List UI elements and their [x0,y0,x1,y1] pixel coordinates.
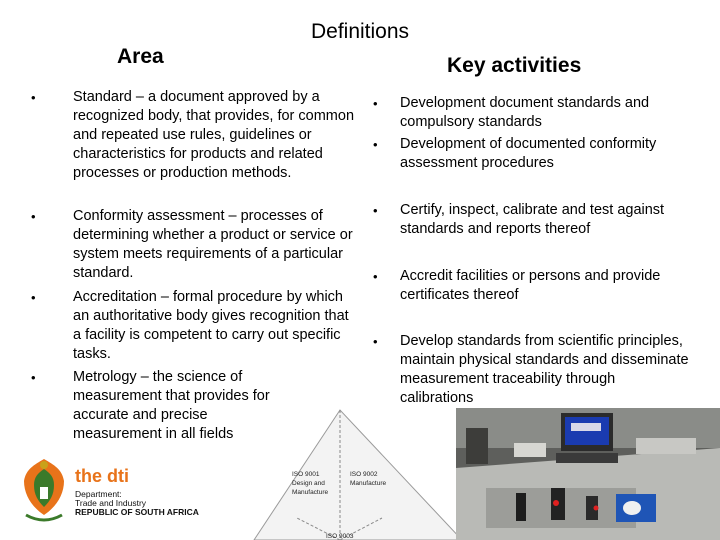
activity-item: Develop standards from scientific principles, maintain physical standards and disseminate measurement traceability through calibrations [400,333,689,406]
bullet-marker: • [373,203,378,218]
bullet-marker: • [373,269,378,284]
dti-line2: Trade and Industry [75,498,147,508]
coat-of-arms-icon [16,455,72,525]
iso-triangle-diagram [252,408,462,540]
dti-line1: Department: [75,489,122,499]
iso9002-sub: Manufacture [350,480,387,487]
area-item: Accreditation – formal procedure by which an authoritative body gives recognition that a facility is competent to carry out specific tasks. [73,289,349,362]
area-item: Conformity assessment – processes of determining whether a product or service or system meets requirements of a particular standard. [73,208,353,281]
bullet-marker: • [373,137,378,152]
iso9003-label: ISO 9003 [326,533,354,540]
dti-line3: REPUBLIC OF SOUTH AFRICA [75,507,199,517]
activity-item: Development of documented conformity assessment procedures [400,136,657,171]
area-heading: Area [117,45,164,68]
key-activities-heading: Key activities [447,54,582,77]
bullet-marker: • [31,290,36,305]
activity-item: Certify, inspect, calibrate and test against standards and reports thereof [400,202,665,237]
iso9002-label: ISO 9002 [350,471,378,478]
activity-item: Accredit facilities or persons and provide certificates thereof [400,268,661,303]
activity-item: Development document standards and compulsory standards [400,95,650,130]
area-item: Standard – a document approved by a recognized body, that provides, for common and repeated use rules, guidelines or characteristics for products and related processes or production methods. [73,89,355,181]
bullet-marker: • [373,96,378,111]
bullet-marker: • [31,370,36,385]
dti-brand: the dti [75,466,129,486]
area-item: Metrology – the science of measurement that provides for accurate and precise measurement in all fields [73,369,270,442]
calibration-lab-photo [456,408,720,540]
bullet-marker: • [31,209,36,224]
iso9001-sub1: Design and [292,480,325,487]
lab-equipment-illustration [456,408,720,540]
iso9001-label: ISO 9001 [292,471,320,478]
bullet-marker: • [31,90,36,105]
iso9001-sub2: Manufacture [292,489,329,496]
slide-title: Definitions [310,20,410,43]
bullet-marker: • [373,334,378,349]
